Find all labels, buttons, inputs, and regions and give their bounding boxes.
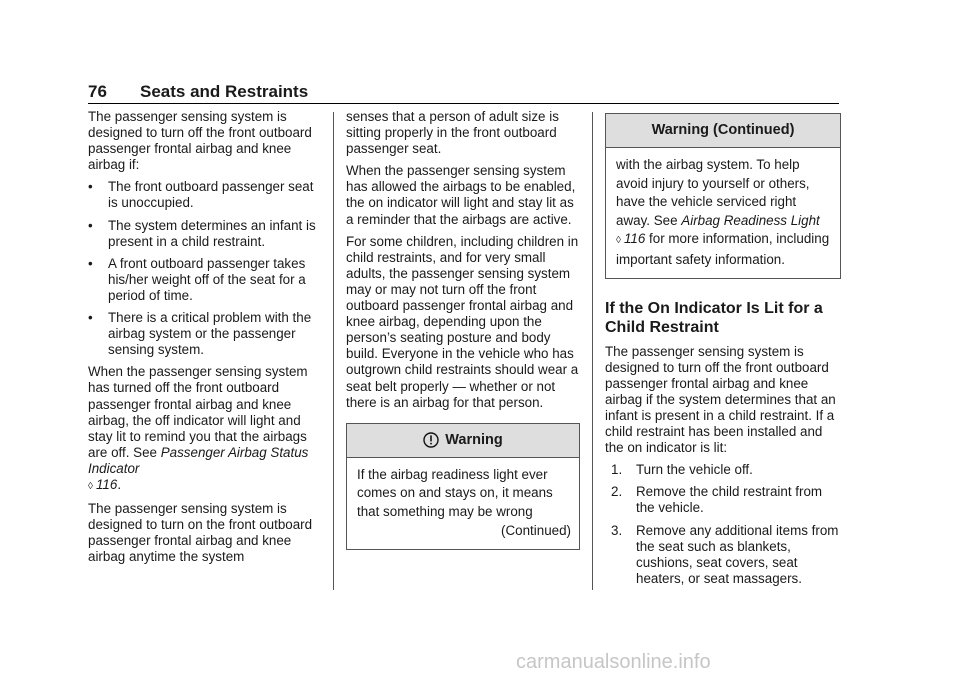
page-reference-icon: ◊ <box>616 235 621 247</box>
step-text: Remove the child restraint from the vehicle. <box>636 484 823 516</box>
paragraph: The passenger sensing system is designed to turn off the front outboard passenger frontal airbag and knee airbag if: <box>88 109 312 173</box>
cross-reference-link[interactable]: Airbag Readiness Light <box>681 212 820 228</box>
section-heading: If the On Indicator Is Lit for a Child Restraint <box>605 299 823 336</box>
list-item-text: A front outboard passenger takes his/her weight off of the seat for a period of time. <box>108 255 306 303</box>
column-right <box>605 109 841 593</box>
page-reference-link[interactable]: 116 <box>623 231 646 247</box>
section-title: Seats and Restraints <box>140 82 309 101</box>
list-item <box>611 523 841 587</box>
list-item <box>88 218 320 250</box>
list-item <box>611 484 841 516</box>
step-text: Turn the vehicle off. <box>636 462 753 478</box>
paragraph-text: When the passenger sensing system has turned off the front outboard passenger frontal airbag and knee airbag, the off indicator will light and stay lit to remind you that the airbags are off. See <box>88 364 308 460</box>
column-divider <box>333 112 334 590</box>
page-number: 76 <box>88 82 107 101</box>
warning-header <box>606 114 840 148</box>
warning-box-continued <box>605 113 841 279</box>
bullet: • <box>88 179 93 195</box>
step-text: Remove any additional items from the seat such as blankets, cushions, seat covers, seat heaters, or seat massagers. <box>636 522 839 586</box>
warning-text: If the airbag readiness light ever comes on and stays on, it means that something may be wrong <box>357 466 553 519</box>
list-item-text: There is a critical problem with the airbag system or the passenger sensing system. <box>108 310 312 358</box>
continued-label: (Continued) <box>501 523 571 539</box>
numbered-list <box>611 462 841 587</box>
warning-body <box>606 148 840 278</box>
warning-text: for more information, including important safety information. <box>616 231 830 267</box>
step-number: 1. <box>611 462 623 478</box>
bullet: • <box>88 310 93 326</box>
column-left <box>88 109 320 571</box>
warning-title: Warning (Continued) <box>651 122 795 139</box>
step-number: 3. <box>611 522 623 538</box>
cross-reference-link[interactable]: Passenger Airbag Status Indicator <box>88 444 309 476</box>
list-item-text: The system determines an infant is present in a child restraint. <box>108 217 316 249</box>
list-item <box>88 256 320 304</box>
paragraph <box>88 364 320 495</box>
warning-text: with the airbag system. To help avoid injury to yourself or others, have the vehicle serviced right away. See <box>616 157 810 228</box>
bullet-list <box>88 179 320 358</box>
bullet: • <box>88 255 93 271</box>
list-item <box>611 462 841 478</box>
watermark: carmanualsonline.info <box>516 651 711 673</box>
punctuation: . <box>117 476 122 492</box>
page-reference-icon: ◊ <box>88 480 93 492</box>
page-reference-link[interactable]: 116 <box>95 476 118 492</box>
paragraph: For some children, including children in child restraints, and for very small adults, the passenger sensing system may or may not turn off the front outboard passenger frontal airbag and knee airbag, depending upon the person’s seating posture and body build. Everyone in the vehicle who has outgrown child restraints should wear a seat belt properly — whether or not there is an airbag for that person. <box>346 233 579 410</box>
step-number: 2. <box>611 484 623 500</box>
warning-header <box>347 424 579 458</box>
warning-body <box>347 458 579 549</box>
column-divider <box>592 112 593 590</box>
warning-icon <box>423 432 439 448</box>
page-header <box>88 82 839 104</box>
bullet: • <box>88 217 93 233</box>
paragraph: senses that a person of adult size is sitting properly in the front outboard passenger seat. <box>346 109 559 157</box>
column-middle <box>346 109 580 550</box>
list-item-text: The front outboard passenger seat is unoccupied. <box>108 179 314 211</box>
warning-title: Warning <box>445 432 503 449</box>
paragraph: When the passenger sensing system has allowed the airbags to be enabled, the on indicator will light and stay lit as a reminder that the airbags are active. <box>346 163 576 227</box>
list-item <box>88 310 320 358</box>
list-item <box>88 179 320 211</box>
paragraph: The passenger sensing system is designed to turn off the front outboard passenger frontal airbag and knee airbag if the system determines that an infant is present in a child restraint. If a child restraint has been installed and the on indicator is lit: <box>605 343 836 456</box>
paragraph: The passenger sensing system is designed to turn on the front outboard passenger frontal airbag and knee airbag anytime the system <box>88 501 313 565</box>
warning-box <box>346 423 580 550</box>
